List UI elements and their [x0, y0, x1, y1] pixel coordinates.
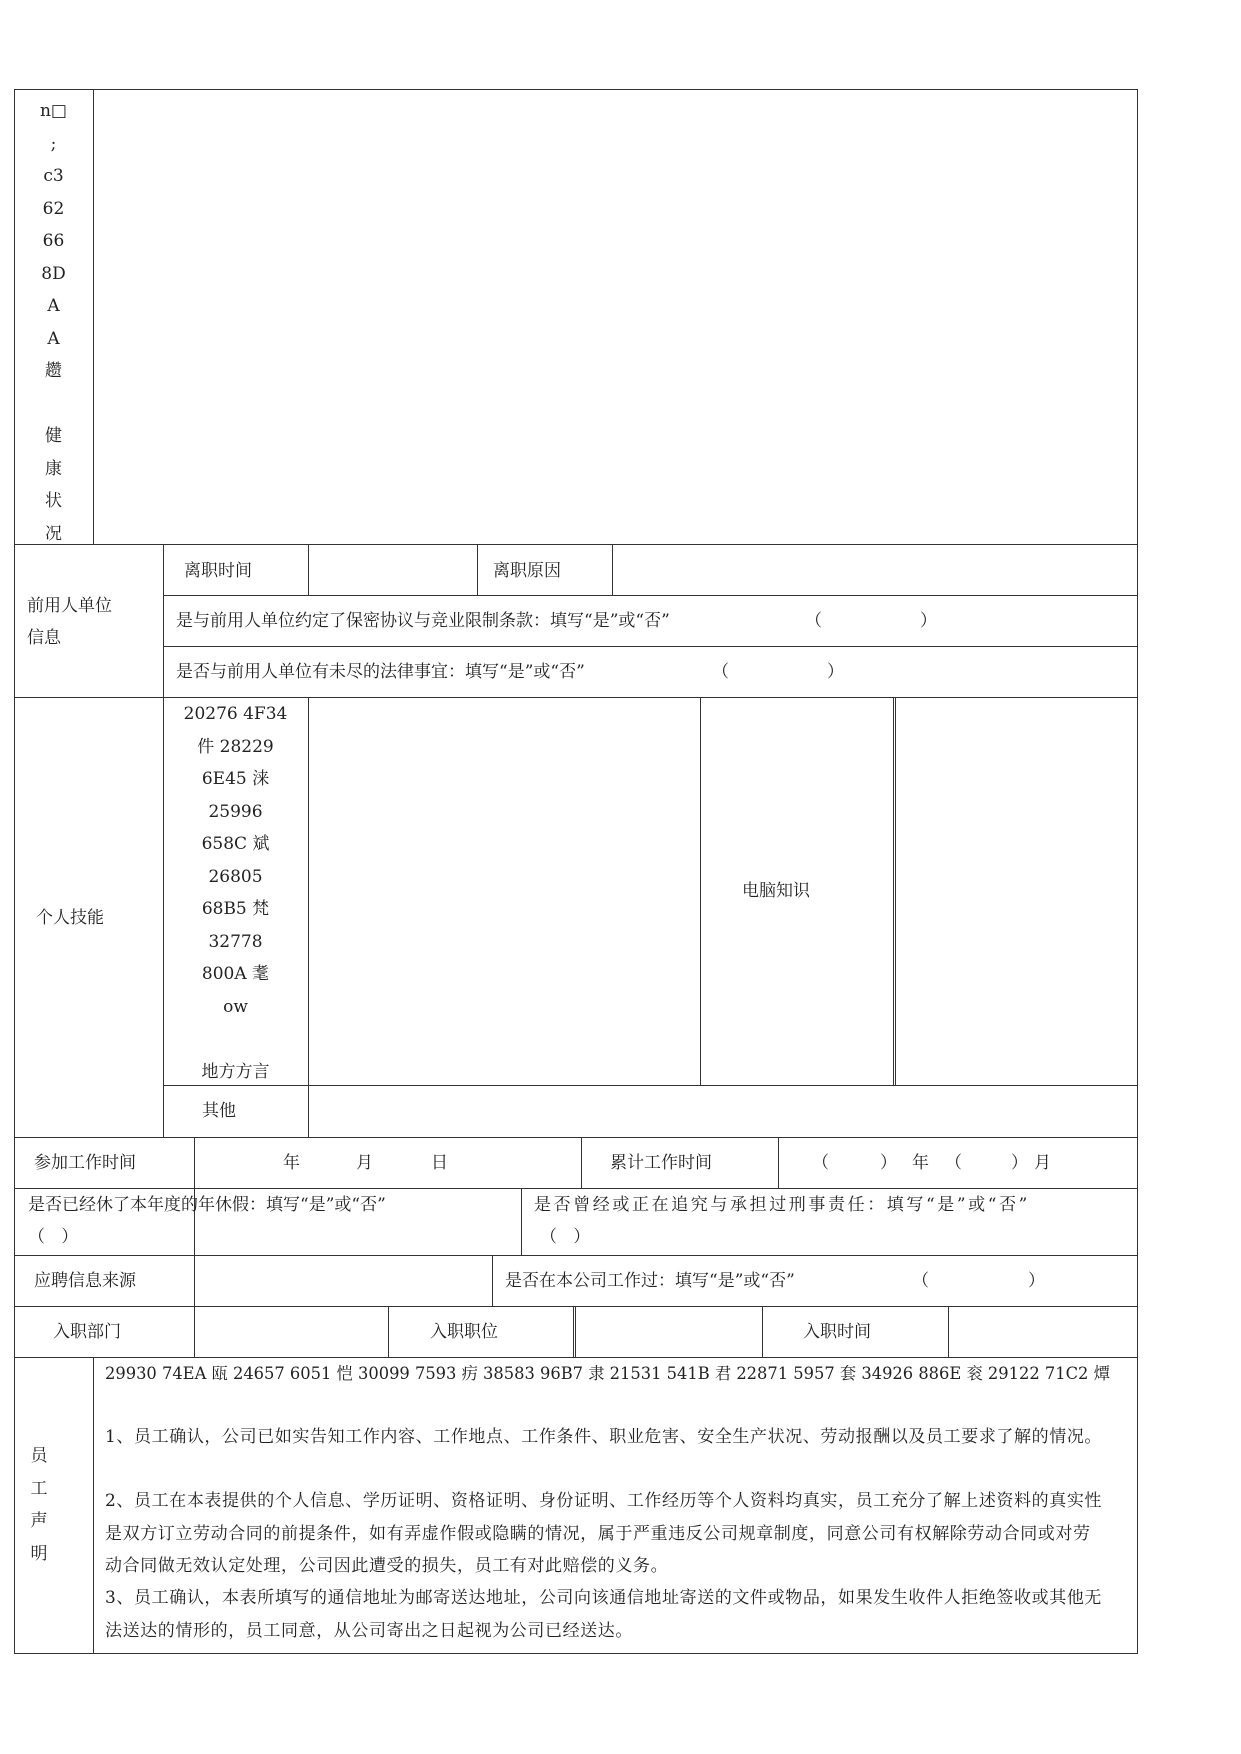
skills-garbled-line: ow	[223, 996, 248, 1017]
health-label-char: n□	[39, 101, 67, 121]
criminal-answer[interactable]: （ ）	[540, 1227, 591, 1247]
divider	[14, 1357, 1138, 1358]
divider	[93, 1357, 94, 1654]
divider	[14, 1306, 1138, 1307]
divider	[163, 646, 1138, 647]
other-label: 其他	[202, 1101, 236, 1121]
declaration-label	[14, 1440, 64, 1570]
total-months-close[interactable]: ）	[1011, 1153, 1028, 1173]
worked-here-close[interactable]: ）	[1028, 1271, 1045, 1291]
total-years-open[interactable]: （	[812, 1153, 829, 1173]
divider	[893, 697, 894, 1085]
legal-question: 是否与前用人单位有未尽的法律事宜：填写“是”或“否”	[176, 662, 585, 682]
work-start-label: 参加工作时间	[34, 1153, 136, 1173]
declaration-label-char: 明	[30, 1543, 48, 1564]
worked-here-question: 是否在本公司工作过：填写“是”或“否”	[505, 1271, 795, 1291]
divider	[778, 1137, 779, 1188]
divider	[612, 544, 613, 595]
health-label-char: 66	[42, 231, 65, 251]
health-label-char: 趱	[45, 361, 62, 381]
work-start-day: 日	[431, 1153, 448, 1173]
divider	[308, 697, 309, 1137]
health-label-char: 状	[45, 491, 62, 511]
work-start-month: 月	[356, 1153, 373, 1173]
health-label-char: c3	[43, 166, 64, 186]
health-label-char: A	[47, 328, 60, 349]
annual-leave-question: 是否已经休了本年度的年休假：填写“是”或“否”	[28, 1195, 386, 1215]
health-label-char: 8D	[41, 263, 66, 284]
declaration-label-char: 员	[30, 1446, 48, 1466]
divider	[948, 1306, 949, 1357]
skills-garbled-line: 地方方言	[201, 1061, 270, 1082]
skills-garbled-line: 件 28229	[197, 736, 274, 757]
divider	[575, 1306, 576, 1357]
entry-position-field[interactable]	[578, 1308, 761, 1355]
divider	[581, 1137, 582, 1188]
leave-time-label: 离职时间	[184, 561, 252, 581]
divider	[573, 1306, 574, 1357]
total-years-close[interactable]: ）	[880, 1153, 897, 1173]
entry-dept-label: 入职部门	[53, 1322, 121, 1342]
skills-value-field[interactable]	[310, 699, 698, 1082]
skills-garbled-line: 68B5 梵	[201, 899, 270, 919]
entry-time-field[interactable]	[950, 1308, 1136, 1355]
declaration-label-char: 工	[30, 1478, 48, 1499]
declaration-item-2: 2、员工在本表提供的个人信息、学历证明、资格证明、身份证明、工作经历等个人资料均真实，员工充分了解上述资料的真实性是双方订立劳动合同的前提条件，如有弄虚作假或隐瞒的情况，属于严重违反公司规章制度，同意公司有权解除劳动合同或对劳动合同做无效认定处理，公司因此遭受的损失，员工有对此赔偿的义务。	[105, 1491, 1103, 1576]
criminal-question: 是否曾经或正在追究与承担过刑事责任：填写“是”或“否”	[534, 1195, 1030, 1215]
entry-time-label: 入职时间	[803, 1322, 871, 1342]
skills-garbled-line: 26805	[208, 866, 263, 887]
other-field[interactable]	[310, 1087, 1136, 1135]
skills-garbled-line: 20276 4F34	[183, 704, 288, 724]
divider	[14, 544, 1138, 545]
skills-garbled-line: 6E45 涞	[201, 769, 270, 789]
health-label-char: ;	[50, 133, 57, 154]
skills-garbled-line: 25996	[208, 801, 263, 822]
confidentiality-question: 是与前用人单位约定了保密协议与竞业限制条款：填写“是”或“否”	[176, 611, 670, 631]
health-label-char: 健	[45, 426, 62, 446]
declaration-item-3: 3、员工确认，本表所填写的通信地址为邮寄送达地址，公司向该通信地址寄送的文件或物品，如果发生收件人拒绝签收或其他无法送达的情形的，员工同意，从公司寄出之日起视为公司已经送达。	[105, 1588, 1103, 1641]
confidentiality-answer-open[interactable]: （	[805, 611, 822, 631]
divider	[388, 1306, 389, 1357]
divider	[163, 544, 164, 697]
divider	[700, 697, 701, 1085]
health-label-column	[14, 95, 93, 550]
divider	[14, 1255, 1138, 1256]
work-start-year: 年	[283, 1153, 300, 1173]
health-label-char: 康	[45, 458, 62, 479]
divider	[521, 1188, 522, 1255]
skills-label: 个人技能	[36, 908, 104, 928]
former-employer-label: 前用人单位	[27, 596, 112, 616]
source-label: 应聘信息来源	[34, 1271, 136, 1291]
computer-knowledge-field[interactable]	[898, 699, 1136, 1082]
health-label-char: A	[47, 296, 60, 316]
entry-dept-field[interactable]	[196, 1308, 386, 1355]
skills-garbled-line: 32778	[208, 931, 263, 952]
source-field[interactable]	[196, 1257, 490, 1304]
divider	[308, 544, 309, 595]
confidentiality-answer-close[interactable]: ）	[920, 611, 937, 631]
declaration-item-1: 1、员工确认，公司已如实告知工作内容、工作地点、工作条件、职业危害、安全生产状况、劳动报酬以及员工要求了解的情况。	[105, 1427, 1103, 1447]
entry-position-label: 入职职位	[430, 1322, 498, 1342]
skills-garbled-line: 658C 斌	[201, 834, 270, 854]
declaration-label-char: 声	[30, 1511, 48, 1531]
divider	[492, 1255, 493, 1306]
leave-reason-label: 离职原因	[493, 561, 561, 581]
total-years-unit: 年	[912, 1153, 929, 1173]
skills-garbled-line	[163, 1023, 308, 1056]
health-label-char: 况	[45, 523, 62, 544]
skills-garbled-column	[163, 698, 308, 1088]
total-months-unit: 月	[1034, 1153, 1051, 1173]
divider	[14, 1188, 1138, 1189]
worked-here-open[interactable]: （	[912, 1271, 929, 1291]
divider	[14, 1137, 1138, 1138]
divider	[762, 1306, 763, 1357]
divider	[163, 595, 1138, 596]
declaration-garbled-line: 29930 74EA 瓯 24657 6051 恺 30099 7593 疠 38583 96B7 隶 21531 541B 君 22871 5957 套 34926 886E 衮 29122 71C2 燂	[105, 1364, 1110, 1383]
computer-knowledge-label: 电脑知识	[742, 881, 810, 901]
skills-garbled-line: 800A 耄	[201, 964, 270, 984]
divider	[93, 89, 94, 544]
health-label-char	[14, 388, 93, 421]
divider	[194, 1306, 195, 1357]
health-value-field[interactable]	[95, 91, 1135, 542]
annual-leave-answer[interactable]: （ ）	[28, 1227, 79, 1247]
legal-answer-open[interactable]: （	[712, 662, 729, 682]
legal-answer-close[interactable]: ）	[827, 662, 844, 682]
divider	[194, 1255, 195, 1306]
divider	[163, 1085, 1138, 1086]
total-months-open[interactable]: （	[945, 1153, 962, 1173]
former-employer-label: 信息	[27, 628, 61, 648]
divider	[895, 697, 896, 1085]
divider	[477, 544, 478, 595]
health-label-char: 62	[42, 198, 65, 219]
total-work-label: 累计工作时间	[610, 1153, 712, 1173]
